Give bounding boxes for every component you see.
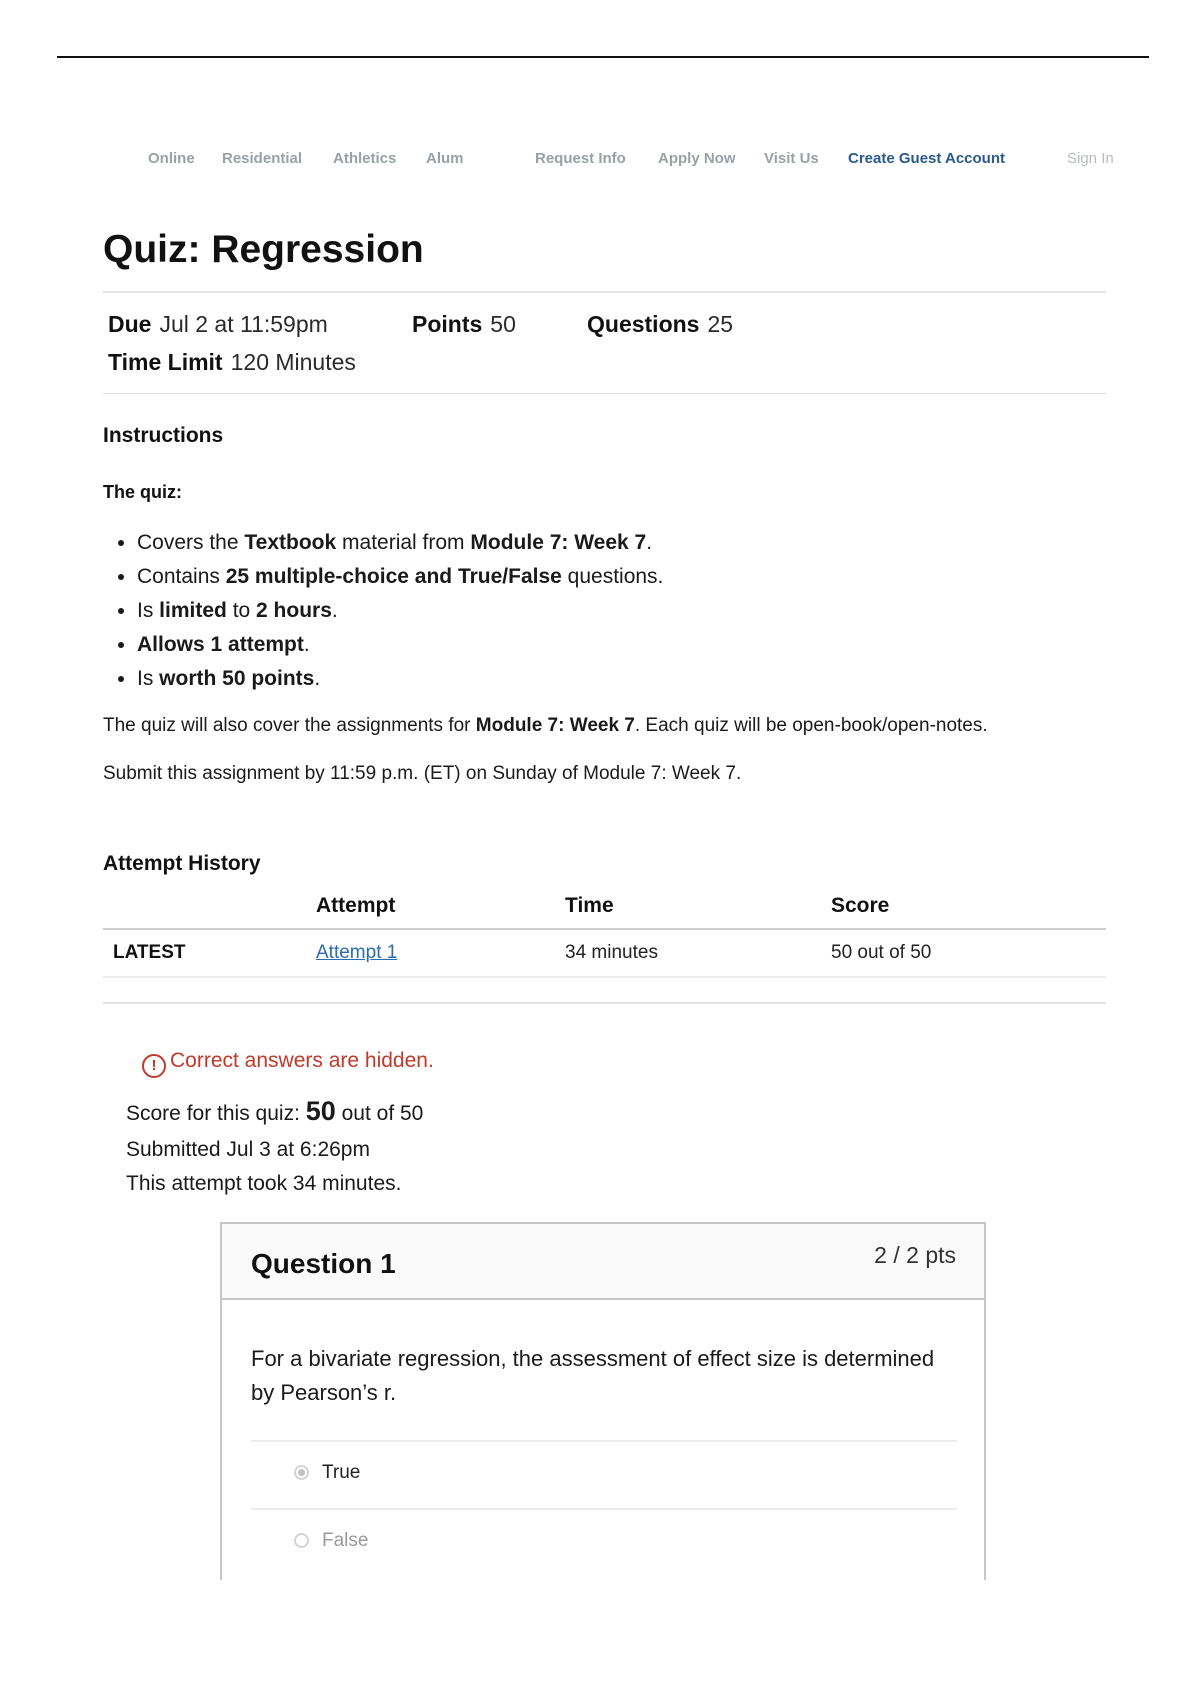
bullet-bold: 2 hours [256, 599, 332, 622]
answer-option-true[interactable] [251, 1440, 957, 1508]
attempt-1-link[interactable]: Attempt 1 [316, 942, 398, 963]
bullet-bold: Module 7: Week 7 [470, 531, 647, 554]
column-header-time: Time [565, 888, 831, 929]
bullet-text: Covers the [137, 531, 245, 554]
top-nav [0, 150, 1200, 174]
bullet-bold: Allows 1 attempt [137, 633, 304, 656]
quiz-score-line [126, 1096, 423, 1127]
answers-hidden-notice [142, 1049, 434, 1078]
list-item [137, 662, 663, 696]
points-info [412, 311, 516, 338]
bullet-text: . [331, 599, 338, 622]
instructions-list [103, 526, 663, 696]
points-label: Points [412, 311, 483, 337]
time-cell: 34 minutes [565, 929, 831, 977]
para-text: The quiz will also cover the assignments for [103, 715, 476, 736]
list-item [137, 526, 663, 560]
attempt-history-heading: Attempt History [103, 852, 261, 875]
instructions-paragraph-1 [103, 715, 988, 737]
top-rule [57, 56, 1149, 58]
alert-icon: ! [142, 1054, 166, 1078]
bullet-text: material from [336, 531, 471, 554]
radio-unselected-icon[interactable] [294, 1533, 309, 1548]
instructions-paragraph-2: Submit this assignment by 11:59 p.m. (ET) on Sunday of Module 7: Week 7. [103, 763, 742, 784]
submitted-time: Submitted Jul 3 at 6:26pm [126, 1138, 370, 1161]
bullet-text: Is [137, 667, 160, 690]
questions-info [587, 311, 733, 338]
answer-label: True [322, 1462, 361, 1483]
column-header-attempt: Attempt [316, 888, 565, 929]
para-text: . Each quiz will be open-book/open-notes. [634, 715, 988, 736]
question-card [220, 1222, 986, 1580]
questions-label: Questions [587, 311, 700, 337]
time-limit-info [108, 349, 356, 376]
bullet-bold: Textbook [244, 531, 337, 554]
time-limit-value: 120 Minutes [230, 349, 356, 375]
score-value: 50 [305, 1096, 336, 1126]
radio-selected-icon[interactable] [294, 1465, 309, 1480]
nav-athletics[interactable]: Athletics [333, 150, 397, 167]
score-cell: 50 out of 50 [831, 929, 1106, 977]
answer-label: False [322, 1530, 369, 1551]
column-header-score: Score [831, 888, 1106, 929]
nav-sign-in[interactable]: Sign In [1067, 150, 1114, 167]
attempt-duration: This attempt took 34 minutes. [126, 1172, 402, 1195]
attempt-cell [316, 929, 565, 977]
attempt-history-table [103, 888, 1106, 978]
nav-request-info[interactable]: Request Info [535, 150, 626, 167]
time-limit-label: Time Limit [108, 349, 223, 375]
nav-residential[interactable]: Residential [222, 150, 303, 167]
nav-apply-now[interactable]: Apply Now [658, 150, 736, 167]
bullet-text: to [226, 599, 257, 622]
score-suffix: out of 50 [335, 1102, 424, 1125]
list-item [137, 628, 663, 662]
bullet-bold: worth 50 points [159, 667, 315, 690]
table-row [103, 929, 1106, 977]
latest-tag: LATEST [103, 929, 316, 977]
nav-online[interactable]: Online [148, 150, 195, 167]
questions-value: 25 [707, 311, 734, 337]
nav-alum[interactable]: Alum [426, 150, 464, 167]
bullet-text: . [303, 633, 310, 656]
due-info [108, 311, 328, 338]
instructions-heading: Instructions [103, 424, 224, 447]
para-bold: Module 7: Week 7 [475, 715, 635, 736]
points-value: 50 [490, 311, 516, 337]
answer-option-false[interactable] [251, 1508, 957, 1576]
table-header-row [103, 888, 1106, 929]
page-title: Quiz: Regression [103, 228, 424, 271]
score-prefix: Score for this quiz: [126, 1102, 306, 1125]
due-label: Due [108, 311, 152, 337]
bullet-bold: limited [159, 599, 227, 622]
bullet-text: Is [137, 599, 160, 622]
nav-create-guest-account[interactable]: Create Guest Account [848, 150, 1005, 167]
due-value: Jul 2 at 11:59pm [159, 311, 328, 337]
meta-divider [103, 393, 1106, 394]
bullet-bold: 25 multiple-choice and True/False [225, 565, 562, 588]
bullet-text: . [646, 531, 653, 554]
question-text: For a bivariate regression, the assessment of effect size is determined by Pearson’s r. [251, 1346, 935, 1405]
bullet-text: Contains [137, 565, 226, 588]
attempt-divider [103, 1002, 1106, 1004]
warning-text: Correct answers are hidden. [170, 1049, 434, 1072]
bullet-text: questions. [561, 565, 664, 588]
nav-visit-us[interactable]: Visit Us [764, 150, 819, 167]
column-header-tag [103, 888, 316, 929]
question-title: Question 1 [251, 1248, 396, 1279]
bullet-text: . [314, 667, 321, 690]
question-header [222, 1224, 984, 1300]
list-item [137, 594, 663, 628]
title-divider [103, 291, 1106, 293]
instructions-intro: The quiz: [103, 482, 182, 502]
list-item [137, 560, 663, 594]
question-points: 2 / 2 pts [874, 1242, 956, 1268]
